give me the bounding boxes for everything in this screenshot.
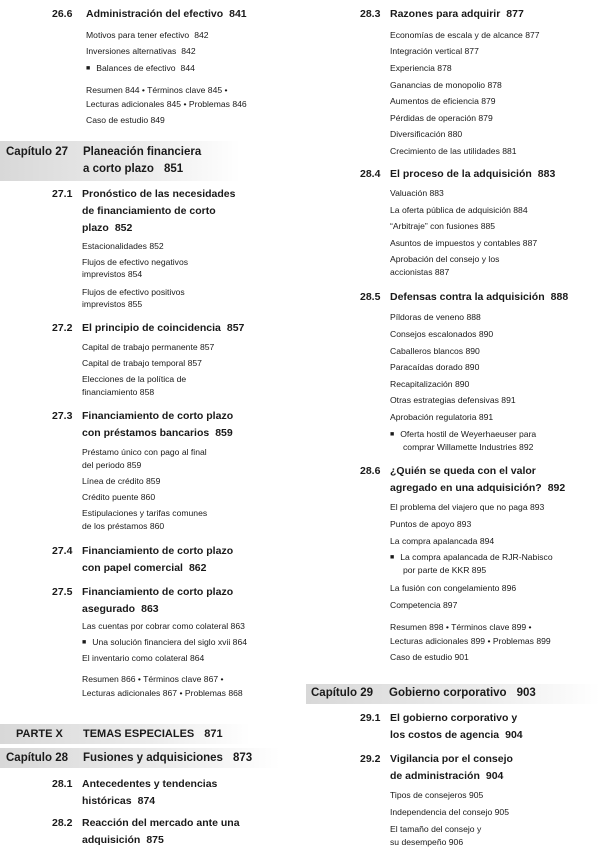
section-page: 904 (485, 770, 504, 782)
section-title-text: El proceso de la adquisición (390, 168, 532, 180)
item-text: Motivos para tener efectivo (86, 30, 190, 40)
section-title-line3 (82, 221, 132, 235)
toc-item[interactable]: Aprobación del consejo y los (390, 254, 500, 264)
section-title-line1: Reacción del mercado ante una (82, 817, 240, 829)
summary-line: Resumen 844 • Términos clave 845 • (86, 85, 228, 95)
section-title-text: plazo (82, 222, 109, 234)
toc-item-cont[interactable]: comprar Willamette Industries 892 (403, 442, 534, 452)
toc-item[interactable]: Paracaídas dorado 890 (390, 362, 480, 372)
toc-item-box[interactable]: ■ Oferta hostil de Weyerhaeuser para (390, 428, 536, 443)
section-page: 857 (226, 322, 245, 334)
toc-item[interactable]: Las cuentas por cobrar como colateral 863 (82, 621, 245, 631)
toc-item[interactable]: Asuntos de impuestos y contables 887 (390, 238, 538, 248)
summary-line: Resumen 898 • Términos clave 899 • (390, 622, 532, 632)
item-page: 842 (181, 46, 196, 56)
summary-line: Caso de estudio 849 (86, 115, 165, 125)
section-page: 877 (506, 8, 524, 20)
section-title-line2 (390, 481, 565, 495)
toc-item-cont[interactable]: su desempeño 906 (390, 837, 464, 847)
section-title (390, 167, 555, 181)
section-page: 862 (188, 562, 207, 574)
section-page: 852 (114, 222, 133, 234)
section-title-text: con préstamos bancarios (82, 427, 210, 439)
chapter-label: Capítulo 27 (6, 146, 68, 158)
section-title-text: Defensas contra la adquisición (390, 291, 545, 303)
section-page: 904 (505, 729, 523, 741)
chapter-title (83, 751, 252, 765)
toc-item[interactable]: Economías de escala y de alcance 877 (390, 30, 540, 40)
section-title-line1: El gobierno corporativo y (390, 712, 518, 724)
toc-item-cont[interactable]: financiamiento 858 (82, 387, 155, 397)
section-title-line1: Financiamiento de corto plazo (82, 410, 234, 422)
section-number: 28.1 (52, 778, 73, 790)
section-title (390, 290, 568, 304)
toc-item[interactable]: Estipulaciones y tarifas comunes (82, 508, 208, 518)
section-number: 26.6 (52, 8, 73, 20)
chapter-page: 903 (516, 687, 536, 699)
section-title-text: Administración del efectivo (86, 8, 224, 20)
toc-item[interactable]: Aumentos de eficiencia 879 (390, 96, 496, 106)
section-number: 28.6 (360, 465, 381, 477)
toc-item[interactable]: Estacionalidades 852 (82, 241, 164, 251)
toc-item[interactable]: Caballeros blancos 890 (390, 346, 480, 356)
item-text: Inversiones alternativas (86, 46, 177, 56)
chapter-title-text: a corto plazo (83, 163, 154, 175)
section-number: 27.5 (52, 586, 73, 598)
toc-item[interactable]: Tipos de consejeros 905 (390, 790, 484, 800)
chapter-title-text: Gobierno corporativo (389, 687, 507, 699)
toc-item-box[interactable]: ■ Una solución financiera del siglo xvii 864 (82, 636, 247, 651)
section-page: 892 (547, 482, 566, 494)
section-title-line1: ¿Quién se queda con el valor (390, 465, 536, 477)
toc-item[interactable]: Consejos escalonados 890 (390, 329, 494, 339)
section-title-text: El principio de coincidencia (82, 322, 221, 334)
toc-item[interactable]: Valuación 883 (390, 188, 444, 198)
toc-item[interactable]: La fusión con congelamiento 896 (390, 583, 517, 593)
chapter-page: 851 (163, 163, 184, 175)
toc-item[interactable]: Aprobación regulatoria 891 (390, 412, 494, 422)
section-title-text: asegurado (82, 603, 136, 615)
section-number: 28.5 (360, 291, 381, 303)
section-page: 859 (215, 427, 233, 439)
section-page: 875 (146, 834, 164, 846)
toc-item[interactable]: Crédito puente 860 (82, 492, 156, 502)
section-title (82, 321, 244, 335)
toc-item-cont[interactable]: imprevistos 855 (82, 299, 143, 309)
toc-item[interactable]: “Arbitraje” con fusiones 885 (390, 221, 496, 231)
toc-item[interactable]: Experiencia 878 (390, 63, 452, 73)
toc-item[interactable] (86, 45, 196, 58)
chapter-label: Capítulo 29 (311, 687, 373, 699)
toc-item-cont[interactable]: del periodo 859 (82, 460, 142, 470)
toc-item[interactable]: La oferta pública de adquisición 884 (390, 205, 528, 215)
section-title[interactable] (86, 7, 247, 21)
section-title-line2 (82, 602, 159, 616)
section-title-text: de administración (390, 770, 480, 782)
part-label: PARTE X (16, 728, 63, 740)
section-title-text: con papel comercial (82, 562, 183, 574)
section-number: 28.2 (52, 817, 73, 829)
toc-item[interactable]: El inventario como colateral 864 (82, 653, 205, 663)
chapter-title-line2 (83, 162, 183, 176)
toc-item-cont[interactable]: por parte de KKR 895 (403, 565, 487, 575)
item-text: Balances de efectivo (96, 63, 176, 73)
chapter-title-text: Fusiones y adquisiciones (83, 752, 223, 764)
section-title-line1: Vigilancia por el consejo (390, 753, 513, 765)
part-title-text: TEMAS ESPECIALES (83, 728, 195, 740)
section-number: 28.3 (360, 8, 381, 20)
section-title-line1: Antecedentes y tendencias (82, 778, 218, 790)
section-title-line1: Pronóstico de las necesidades (82, 188, 236, 200)
section-title-line2 (390, 769, 503, 783)
chapter-title (389, 686, 536, 700)
toc-item[interactable]: Crecimiento de las utilidades 881 (390, 146, 517, 156)
toc-item-cont[interactable]: de los préstamos 860 (82, 521, 165, 531)
toc-item[interactable]: Capital de trabajo temporal 857 (82, 358, 202, 368)
toc-item[interactable]: Píldoras de veneno 888 (390, 312, 481, 322)
part-title (83, 727, 223, 741)
section-title-line2 (82, 794, 155, 808)
chapter-page: 873 (232, 752, 253, 764)
toc-item[interactable]: Flujos de efectivo negativos (82, 257, 189, 267)
toc-item[interactable]: Diversificación 880 (390, 129, 463, 139)
section-number: 29.1 (360, 712, 381, 724)
section-title-text: los costos de agencia (390, 729, 500, 741)
toc-item[interactable]: Línea de crédito 859 (82, 476, 161, 486)
section-title (390, 7, 524, 21)
toc-item[interactable]: Flujos de efectivo positivos (82, 287, 185, 297)
toc-item-cont[interactable]: imprevistos 854 (82, 269, 143, 279)
section-number: 27.4 (52, 545, 73, 557)
toc-item-cont[interactable]: accionistas 887 (390, 267, 450, 277)
section-page: 883 (537, 168, 556, 180)
section-title-line1: Financiamiento de corto plazo (82, 545, 234, 557)
section-number: 29.2 (360, 753, 381, 765)
toc-item[interactable]: Otras estrategias defensivas 891 (390, 395, 516, 405)
toc-item[interactable]: Recapitalización 890 (390, 379, 470, 389)
section-number: 27.3 (52, 410, 73, 422)
part-page: 871 (204, 728, 223, 740)
toc-item[interactable]: Elecciones de la política de (82, 374, 187, 384)
toc-item[interactable]: Pérdidas de operación 879 (390, 113, 493, 123)
toc-item[interactable]: El problema del viajero que no paga 893 (390, 502, 545, 512)
section-number: 28.4 (360, 168, 381, 180)
toc-item[interactable]: Integración vertical 877 (390, 46, 479, 56)
section-page: 874 (137, 795, 156, 807)
summary-line: Lecturas adicionales 899 • Problemas 899 (390, 636, 551, 646)
section-title-text: históricas (82, 795, 132, 807)
chapter-label: Capítulo 28 (6, 752, 68, 764)
section-title-text: adquisición (82, 834, 141, 846)
toc-item[interactable]: Capital de trabajo permanente 857 (82, 342, 215, 352)
toc-item[interactable]: Competencia 897 (390, 600, 458, 610)
item-page: 842 (194, 30, 209, 40)
section-number: 27.1 (52, 188, 73, 200)
toc-item-box[interactable]: ■ La compra apalancada de RJR-Nabisco (390, 551, 553, 566)
summary-line: Lecturas adicionales 867 • Problemas 868 (82, 688, 243, 698)
toc-item[interactable] (86, 29, 209, 42)
chapter-title-line1: Planeación financiera (83, 146, 202, 158)
toc-item[interactable]: Independencia del consejo 905 (390, 807, 509, 817)
summary-line: Lecturas adicionales 845 • Problemas 846 (86, 99, 247, 109)
section-title-text: Razones para adquirir (390, 8, 501, 20)
item-page: 844 (180, 63, 195, 73)
toc-item[interactable]: Puntos de apoyo 893 (390, 519, 472, 529)
section-page: 841 (229, 8, 247, 20)
toc-item[interactable]: El tamaño del consejo y (390, 824, 482, 834)
section-title-text: agregado en una adquisición? (390, 482, 542, 494)
section-title-line2 (82, 833, 164, 847)
toc-item-box[interactable] (86, 62, 195, 77)
section-title-line2: de financiamiento de corto (82, 205, 216, 217)
section-title-line1: Financiamiento de corto plazo (82, 586, 234, 598)
section-title-line2 (82, 561, 207, 575)
toc-item[interactable]: La compra apalancada 894 (390, 536, 495, 546)
summary-line: Resumen 866 • Términos clave 867 • (82, 674, 224, 684)
section-page: 888 (550, 291, 569, 303)
summary-line: Caso de estudio 901 (390, 652, 469, 662)
toc-item[interactable]: Ganancias de monopolio 878 (390, 80, 502, 90)
section-page: 863 (141, 603, 159, 615)
section-title-line2 (390, 728, 523, 742)
section-number: 27.2 (52, 322, 73, 334)
toc-item[interactable]: Préstamo único con pago al final (82, 447, 207, 457)
section-title-line2 (82, 426, 233, 440)
